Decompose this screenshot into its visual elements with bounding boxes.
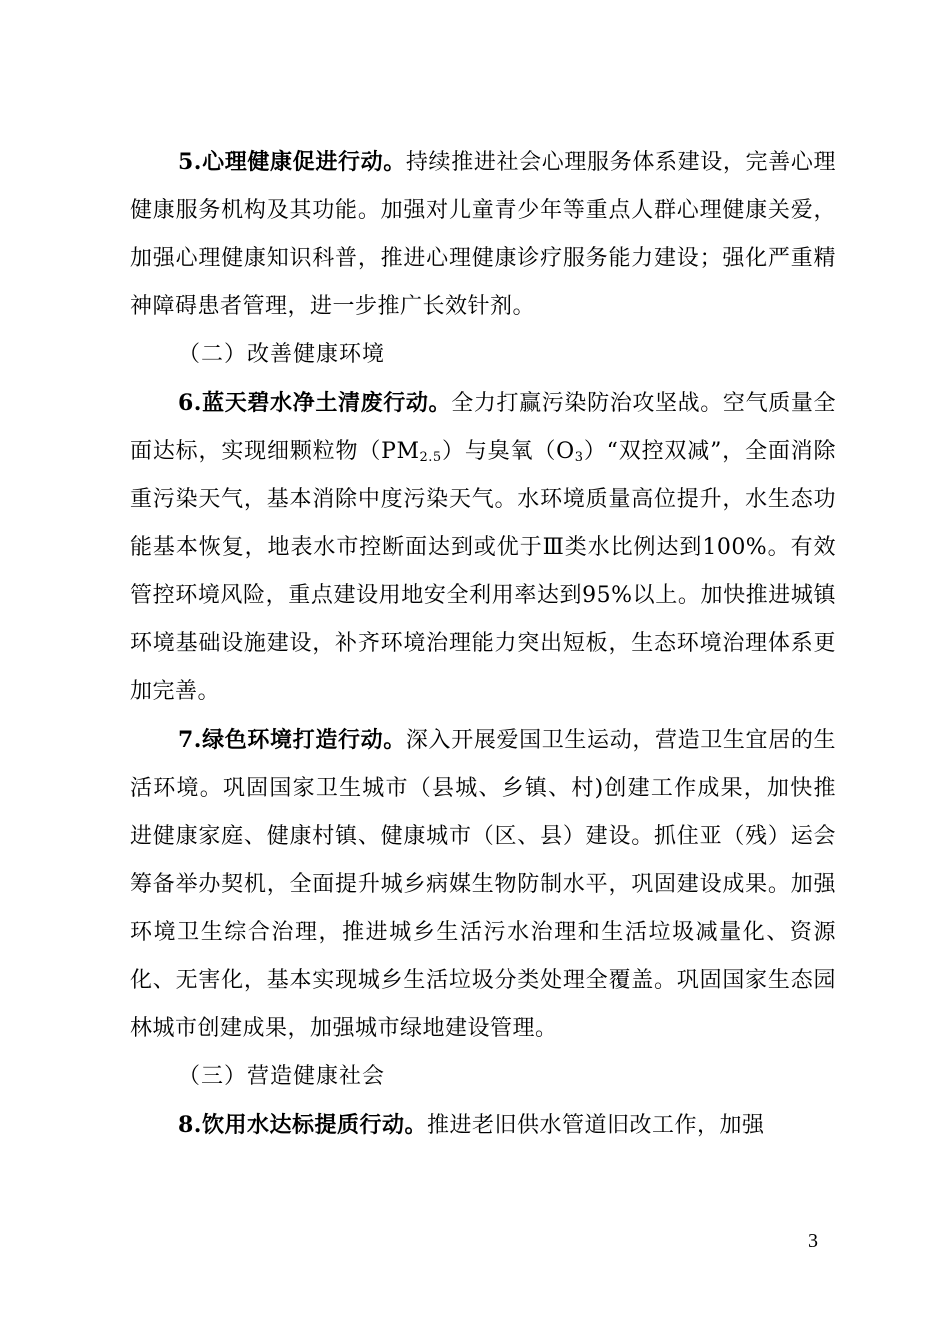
paragraph-8 [130, 1101, 836, 1150]
paragraph-8-title: 8.饮用水达标提质行动。 [178, 1112, 427, 1138]
section-heading-3: （三）营造健康社会 [178, 1064, 386, 1089]
paragraph-6-title: 6.蓝天碧水净土清废行动。 [178, 390, 452, 416]
paragraph-7 [130, 716, 836, 1053]
o3-subscript: 3 [574, 450, 584, 465]
paragraph-7-title: 7.绿色环境打造行动。 [178, 727, 406, 753]
paragraph-6-body-a: 全力打赢污染防治攻坚战。空气质量全面达标，实现细颗粒物（PM [130, 391, 836, 464]
paragraph-5-body: 持续推进社会心理服务体系建设，完善心理健康服务机构及其功能。加强对儿童青少年等重点人群心理健康关爱，加强心理健康知识科普，推进心理健康诊疗服务能力建设；强化严重精神障碍患者管理，进一步推广长效针剂。 [130, 150, 836, 319]
paragraph-8-body: 推进老旧供水管道旧改工作，加强 [426, 1113, 765, 1138]
paragraph-7-body: 深入开展爱国卫生运动，营造卫生宜居的生活环境。巩固国家卫生城市（县城、乡镇、村)创建工作成果，加快推进健康家庭、健康村镇、健康城市（区、县）建设。抓住亚（残）运会筹备举办契机，全面提升城乡病媒生物防制水平，巩固建设成果。加强环境卫生综合治理，推进城乡生活污水治理和生活垃圾减量化、资源化、无害化，基本实现城乡生活垃圾分类处理全覆盖。巩固国家生态园林城市创建成果，加强城市绿地建设管理。 [130, 728, 836, 1041]
pm25-subscript: 2.5 [419, 450, 442, 465]
paragraph-6-body-c: ）“双控双减”，全面消除重污染天气，基本消除中度污染天气。水环境质量高位提升，水生态功能基本恢复，地表水市控断面达到或优于Ⅲ类水比例达到100%。有效管控环境风险，重点建设用地安全利用率达到95%以上。加快推进城镇环境基础设施建设，补齐环境治理能力突出短板，生态环境治理体系更加完善。 [130, 439, 836, 704]
section-heading-2: （二）改善健康环境 [178, 342, 386, 367]
paragraph-6 [130, 379, 836, 716]
page-number: 3 [808, 1230, 818, 1252]
document-body [130, 138, 836, 1150]
paragraph-5-title: 5.心理健康促进行动。 [178, 149, 406, 175]
paragraph-5 [130, 138, 836, 331]
paragraph-6-body-b: ）与臭氧（O [441, 439, 575, 464]
